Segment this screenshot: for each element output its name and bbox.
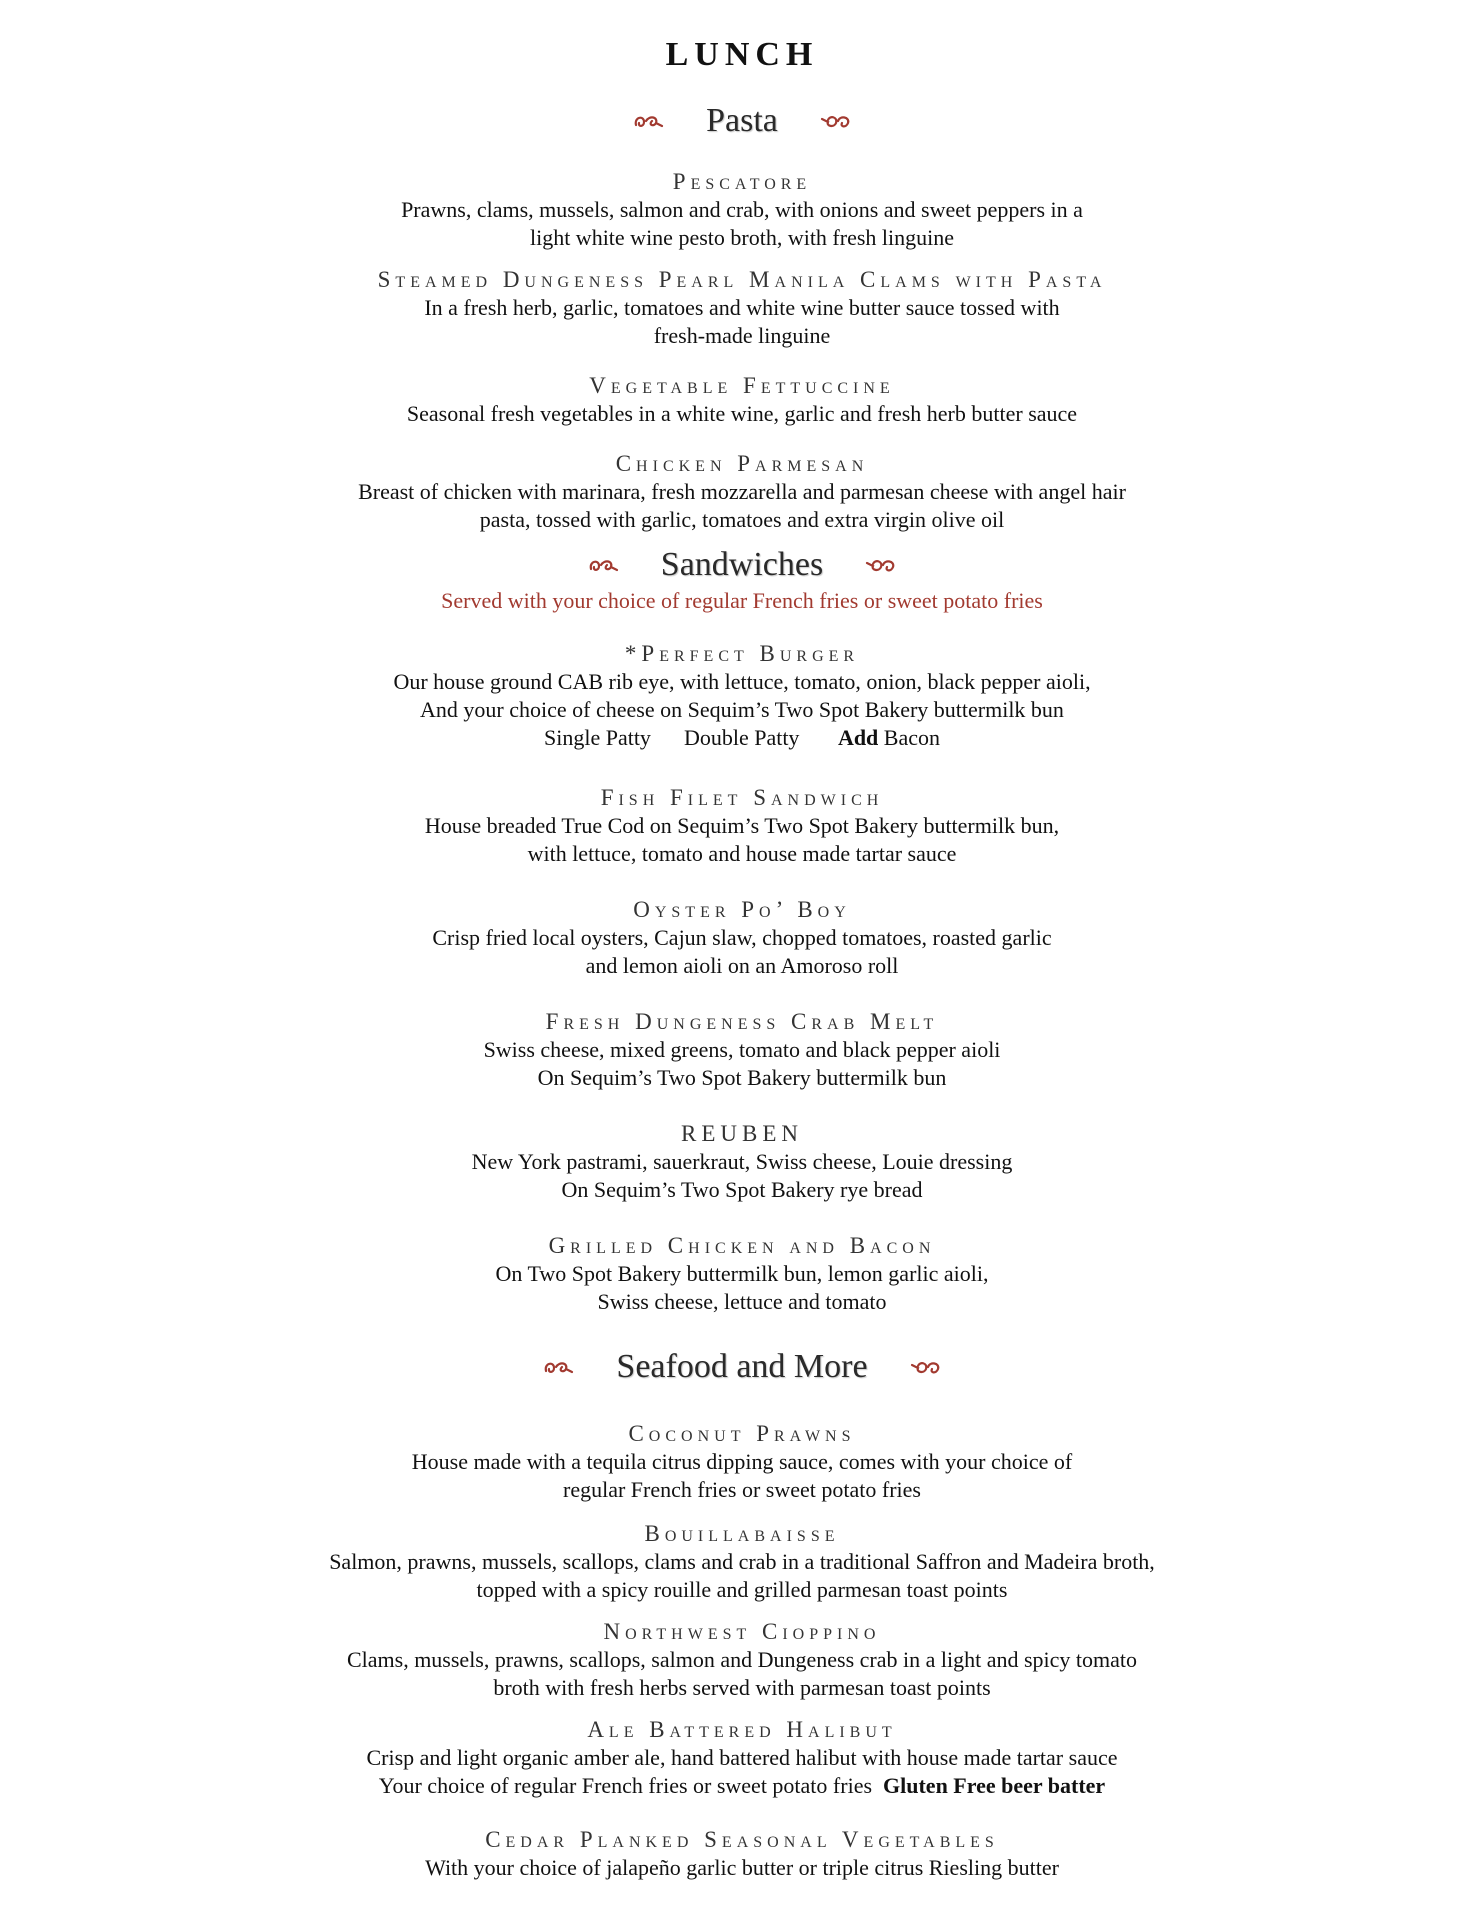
description-line: On Sequim’s Two Spot Bakery rye bread <box>561 1177 923 1202</box>
description-line: regular French fries or sweet potato fries <box>563 1477 921 1502</box>
item-name: *Perfect Burger <box>624 641 860 666</box>
description-line: Swiss cheese, lettuce and tomato <box>597 1289 887 1314</box>
item-name: Steamed Dungeness Pearl Manila Clams with Pasta <box>377 267 1107 292</box>
section-title: Sandwiches <box>660 546 824 583</box>
ornament-left-icon <box>542 1357 574 1377</box>
item-name: Chicken Parmesan <box>615 451 869 476</box>
item-description <box>0 478 1484 534</box>
item-name: Northwest Cioppino <box>603 1619 881 1644</box>
description-line: fresh-made linguine <box>653 323 831 348</box>
description-line: and lemon aioli on an Amoroso roll <box>585 953 899 978</box>
item-name: Cedar Planked Seasonal Vegetables <box>485 1827 999 1852</box>
item-description <box>0 1854 1484 1882</box>
description-line: New York pastrami, sauerkraut, Swiss cheese, Louie dressing <box>471 1149 1013 1174</box>
item-description <box>0 812 1484 868</box>
item-description <box>0 400 1484 428</box>
description-line: Swiss cheese, mixed greens, tomato and black pepper aioli <box>483 1037 1001 1062</box>
description-line: And your choice of cheese on Sequim’s Two Spot Bakery buttermilk bun <box>420 697 1064 722</box>
description-line: With your choice of jalapeño garlic butter or triple citrus Riesling butter <box>425 1855 1059 1880</box>
description-line: Salmon, prawns, mussels, scallops, clams and crab in a traditional Saffron and Madeira broth, <box>329 1549 1155 1574</box>
section-heading-pasta <box>0 102 1484 140</box>
section-title: Seafood and More <box>616 1348 868 1385</box>
item-name: Grilled Chicken and Bacon <box>548 1233 936 1258</box>
section-heading-seafood <box>0 1348 1484 1386</box>
option-bacon: Bacon <box>883 725 940 750</box>
item-name: Pescatore <box>672 169 812 194</box>
item-description <box>0 1448 1484 1504</box>
description-line: light white wine pesto broth, with fresh linguine <box>529 225 955 250</box>
item-name: REUBEN <box>681 1121 803 1146</box>
item-description <box>0 1260 1484 1316</box>
option-add-label: Add <box>837 725 879 750</box>
description-line: Seasonal fresh vegetables in a white wine, garlic and fresh herb butter sauce <box>406 401 1078 426</box>
item-name: Oyster Po’ Boy <box>633 897 851 922</box>
description-line: On Two Spot Bakery buttermilk bun, lemon garlic aioli, <box>495 1261 989 1286</box>
description-line <box>0 1772 1484 1800</box>
section-heading-sandwiches <box>0 546 1484 584</box>
description-line: Prawns, clams, mussels, salmon and crab, with onions and sweet peppers in a <box>401 197 1083 222</box>
description-line: Crisp and light organic amber ale, hand battered halibut with house made tartar sauce <box>366 1745 1118 1770</box>
item-name: Ale Battered Halibut <box>587 1717 897 1742</box>
description-line: On Sequim’s Two Spot Bakery buttermilk bun <box>537 1065 947 1090</box>
item-description <box>0 1548 1484 1604</box>
description-line: Breast of chicken with marinara, fresh mozzarella and parmesan cheese with angel hair <box>358 479 1126 504</box>
burger-options <box>0 724 1484 752</box>
item-name: Fresh Dungeness Crab Melt <box>545 1009 939 1034</box>
description-line: Our house ground CAB rib eye, with lettuce, tomato, onion, black pepper aioli, <box>393 669 1091 694</box>
gluten-free-note: Gluten Free beer batter <box>883 1773 1106 1798</box>
item-description <box>0 1036 1484 1092</box>
ornament-left-icon <box>632 111 664 131</box>
item-name: Coconut Prawns <box>628 1421 856 1446</box>
description-line: pasta, tossed with garlic, tomatoes and extra virgin olive oil <box>479 507 1005 532</box>
description-line: Clams, mussels, prawns, scallops, salmon and Dungeness crab in a light and spicy tomato <box>346 1647 1138 1672</box>
ornament-right-icon <box>910 1357 942 1377</box>
item-description <box>0 1744 1484 1800</box>
description-line: broth with fresh herbs served with parmesan toast points <box>493 1675 991 1700</box>
sandwiches-note: Served with your choice of regular French fries or sweet potato fries <box>441 588 1043 613</box>
description-line: House breaded True Cod on Sequim’s Two Spot Bakery buttermilk bun, <box>424 813 1060 838</box>
description-line: House made with a tequila citrus dipping sauce, comes with your choice of <box>411 1449 1073 1474</box>
description-text: Your choice of regular French fries or sweet potato fries <box>378 1773 873 1798</box>
item-name: Fish Filet Sandwich <box>600 785 884 810</box>
ornament-right-icon <box>865 555 897 575</box>
item-name: Vegetable Fettuccine <box>589 373 895 398</box>
item-name: Bouillabaisse <box>644 1521 840 1546</box>
ornament-right-icon <box>820 111 852 131</box>
item-description <box>0 294 1484 350</box>
item-description <box>0 1148 1484 1204</box>
description-line: In a fresh herb, garlic, tomatoes and white wine butter sauce tossed with <box>424 295 1060 320</box>
item-description <box>0 668 1484 752</box>
description-line: Crisp fried local oysters, Cajun slaw, chopped tomatoes, roasted garlic <box>432 925 1052 950</box>
section-title: Pasta <box>706 102 778 139</box>
option-double-patty: Double Patty <box>683 725 800 750</box>
description-line: topped with a spicy rouille and grilled parmesan toast points <box>476 1577 1008 1602</box>
ornament-left-icon <box>587 555 619 575</box>
item-description <box>0 1646 1484 1702</box>
item-description <box>0 196 1484 252</box>
item-description <box>0 924 1484 980</box>
option-single-patty: Single Patty <box>543 725 651 750</box>
menu-title: LUNCH <box>665 36 819 73</box>
description-line: with lettuce, tomato and house made tartar sauce <box>527 841 957 866</box>
